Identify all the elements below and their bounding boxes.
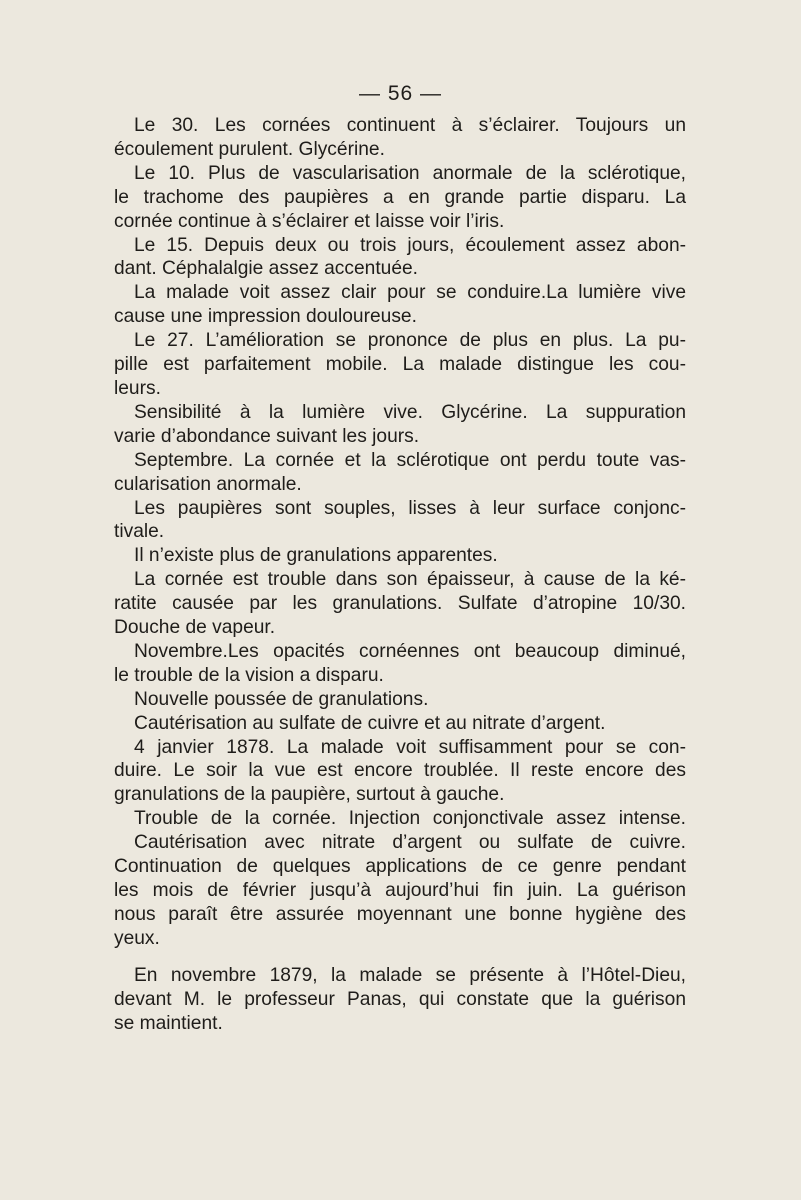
text-line: 4 janvier 1878. La malade voit suffisamment pour se con- <box>134 736 686 758</box>
text-line: Sensibilité à la lumière vive. Glycérine. La suppuration <box>134 401 686 423</box>
text-line: Le 10. Plus de vascularisation anormale de la sclérotique, <box>134 162 686 184</box>
text-line: Continuation de quelques applications de ce genre pendant <box>114 856 686 878</box>
text-line: pille est parfaitement mobile. La malade distingue les cou- <box>114 354 686 376</box>
text-line: Nouvelle poussée de granulations. <box>134 688 429 710</box>
body-text <box>114 114 686 1035</box>
text-line: le trouble de la vision a disparu. <box>114 664 384 686</box>
text-line: Trouble de la cornée. Injection conjonctivale assez intense. <box>134 808 686 830</box>
text-line: dant. Céphalalgie assez accentuée. <box>114 258 419 280</box>
text-line: Cautérisation au sulfate de cuivre et au nitrate d’argent. <box>134 712 606 734</box>
text-line: En novembre 1879, la malade se présente à l’Hôtel-Dieu, <box>134 964 686 986</box>
text-line: nous paraît être assurée moyennant une bonne hygiène des <box>114 903 686 925</box>
text-line: cornée continue à s’éclairer et laisse voir l’iris. <box>114 210 505 232</box>
text-line: cularisation anormale. <box>114 473 302 495</box>
text-line: yeux. <box>114 927 160 949</box>
paragraph-gap <box>114 951 686 964</box>
page-number: — 56 — <box>358 82 443 105</box>
text-line: écoulement purulent. Glycérine. <box>114 138 385 160</box>
text-line: varie d’abondance suivant les jours. <box>114 425 420 447</box>
text-line: duire. Le soir la vue est encore troublée. Il reste encore des <box>114 760 686 782</box>
text-line: Le 15. Depuis deux ou trois jours, écoulement assez abon- <box>134 234 686 256</box>
text-line: Le 30. Les cornées continuent à s’éclairer. Toujours un <box>134 115 686 136</box>
text-line: La cornée est trouble dans son épaisseur, à cause de la ké- <box>134 569 686 591</box>
text-line: Novembre.Les opacités cornéennes ont beaucoup diminué, <box>134 640 686 662</box>
text-line: les mois de février jusqu’à aujourd’hui fin juin. La guérison <box>114 880 686 901</box>
text-line: le trachome des paupières a en grande partie disparu. La <box>114 186 686 208</box>
text-line: Septembre. La cornée et la sclérotique ont perdu toute vas- <box>134 449 686 471</box>
text-line: Le 27. L’amélioration se prononce de plus en plus. La pu- <box>134 330 686 352</box>
text-line: Douche de vapeur. <box>114 617 276 639</box>
text-line: cause une impression douloureuse. <box>114 306 417 328</box>
text-line: leurs. <box>114 377 161 399</box>
text-line: granulations de la paupière, surtout à gauche. <box>114 784 505 806</box>
text-line: devant M. le professeur Panas, qui constate que la guérison <box>114 988 686 1010</box>
text-line: ratite causée par les granulations. Sulfate d’atropine 10/30. <box>114 593 686 615</box>
text-line: La malade voit assez clair pour se conduire.La lumière vive <box>134 282 686 304</box>
text-line: Cautérisation avec nitrate d’argent ou sulfate de cuivre. <box>134 832 686 854</box>
text-line: Les paupières sont souples, lisses à leur surface conjonc- <box>134 497 686 519</box>
text-line: se maintient. <box>114 1012 223 1034</box>
text-line: tivale. <box>114 521 165 543</box>
text-line: Il n’existe plus de granulations apparentes. <box>134 545 498 567</box>
